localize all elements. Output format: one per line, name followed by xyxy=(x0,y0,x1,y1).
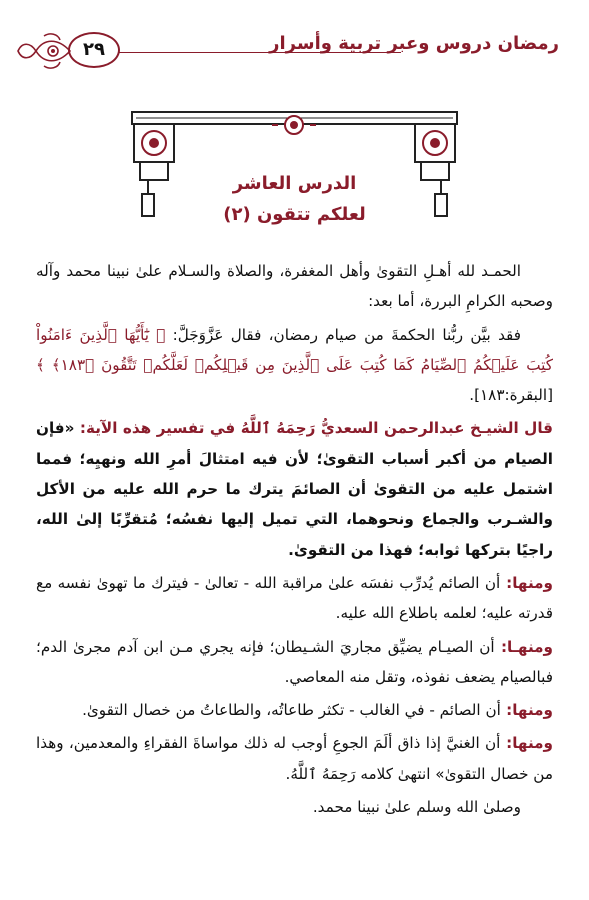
paragraph-point-1 xyxy=(36,568,553,629)
page-number: ٢٩ xyxy=(68,32,120,68)
tafsir-lead: قال الشيـخ عبدالرحمن السعديُّ رَحِمَهُ ٱللَّهُ في تفسير هذه الآية: xyxy=(74,419,553,438)
point-text: أن الصائم يُدرِّب نفسَه علىٰ مراقبة الله - تعالىٰ - فيترك ما تهوىٰ نفسه مع قدرته عليه؛ لعلمه باطلاع الله عليه. xyxy=(36,573,553,623)
paragraph-intro: الحمـد لله أهـلِ التقوىٰ وأهل المغفرة، والصلاة والسـلام علىٰ نبينا محمد وآله وصحبه الكرامِ البررة، أما بعد: xyxy=(36,262,553,311)
paragraph-closing: وصلىٰ الله وسلم علىٰ نبينا محمد. xyxy=(312,798,521,817)
point-lead: ومنهـا: xyxy=(494,637,554,656)
verse-reference: [البقرة:١٨٣]. xyxy=(469,386,553,405)
point-lead: ومنها: xyxy=(500,701,553,720)
quran-verse: ﴿ يَٰٓأَيُّهَا ٱلَّذِينَ ءَامَنُواْ كُتِبَ عَلَيۡكُمُ ٱلصِّيَامُ كَمَا كُتِبَ عَلَى ٱلَّذِينَ مِن قَبۡلِكُمۡ لَعَلَّكُمۡ تَتَّقُونَ ﴿١٨٣﴾ ﴾ xyxy=(36,325,553,374)
point-lead: ومنها: xyxy=(500,573,553,592)
point-lead: ومنها: xyxy=(500,734,553,753)
paragraph-verse xyxy=(36,320,553,411)
point-text: أن الصائم - في الغالب - تكثر طاعاتُه، والطاعاتُ من خصال التقوىٰ. xyxy=(82,701,501,720)
paragraph-point-2 xyxy=(36,632,553,693)
lesson-body xyxy=(36,256,553,822)
floral-ornament-icon xyxy=(14,30,74,72)
paragraph-tafsir xyxy=(36,413,553,564)
header-divider xyxy=(118,52,401,53)
verse-intro: فقد بيَّن ربُّنا الحكمةَ من صيام رمضان، فقال عَزَّوَجَلَّ: xyxy=(165,325,522,344)
paragraph-point-4 xyxy=(36,728,553,789)
lesson-subtitle: لعلكم تتقون (٢) xyxy=(223,204,366,225)
tafsir-text: «فإن الصيام من أكبر أسباب التقوىٰ؛ لأن فيه امتثالَ أمرِ الله ونهيِه؛ فمما اشتمل عليه من التقوىٰ أن الصائمَ يترك ما حرم الله عليه من الأكل والشـرب والجماع ونحوهما، التي تميل إليها نفسُه؛ مُتقرِّبًا إلىٰ الله، راجيًا بتركها ثوابه؛ فهذا من التقوىٰ. xyxy=(36,419,553,559)
page-header xyxy=(0,0,589,82)
point-text: أن الصيـام يضيِّق مجاريَ الشـيطان؛ فإنه يجري مـن ابن آدم مجرىٰ الدم؛ فبالصيام يضعف نفوذه، وتقل منه المعاصي. xyxy=(36,637,553,686)
point-text: أن الغنيَّ إذا ذاق ألَمَ الجوعِ أوجب له ذلك مواساةَ الفقراءِ والمعدمين، وهذا من خصال التقوىٰ» انتهىٰ كلامه رَحِمَهُ ٱللَّهُ. xyxy=(36,734,553,783)
book-title: رمضان دروس وعبر تربية وأسرار xyxy=(269,33,559,54)
paragraph-point-3 xyxy=(36,695,553,725)
lesson-title: الدرس العاشر xyxy=(232,173,357,194)
